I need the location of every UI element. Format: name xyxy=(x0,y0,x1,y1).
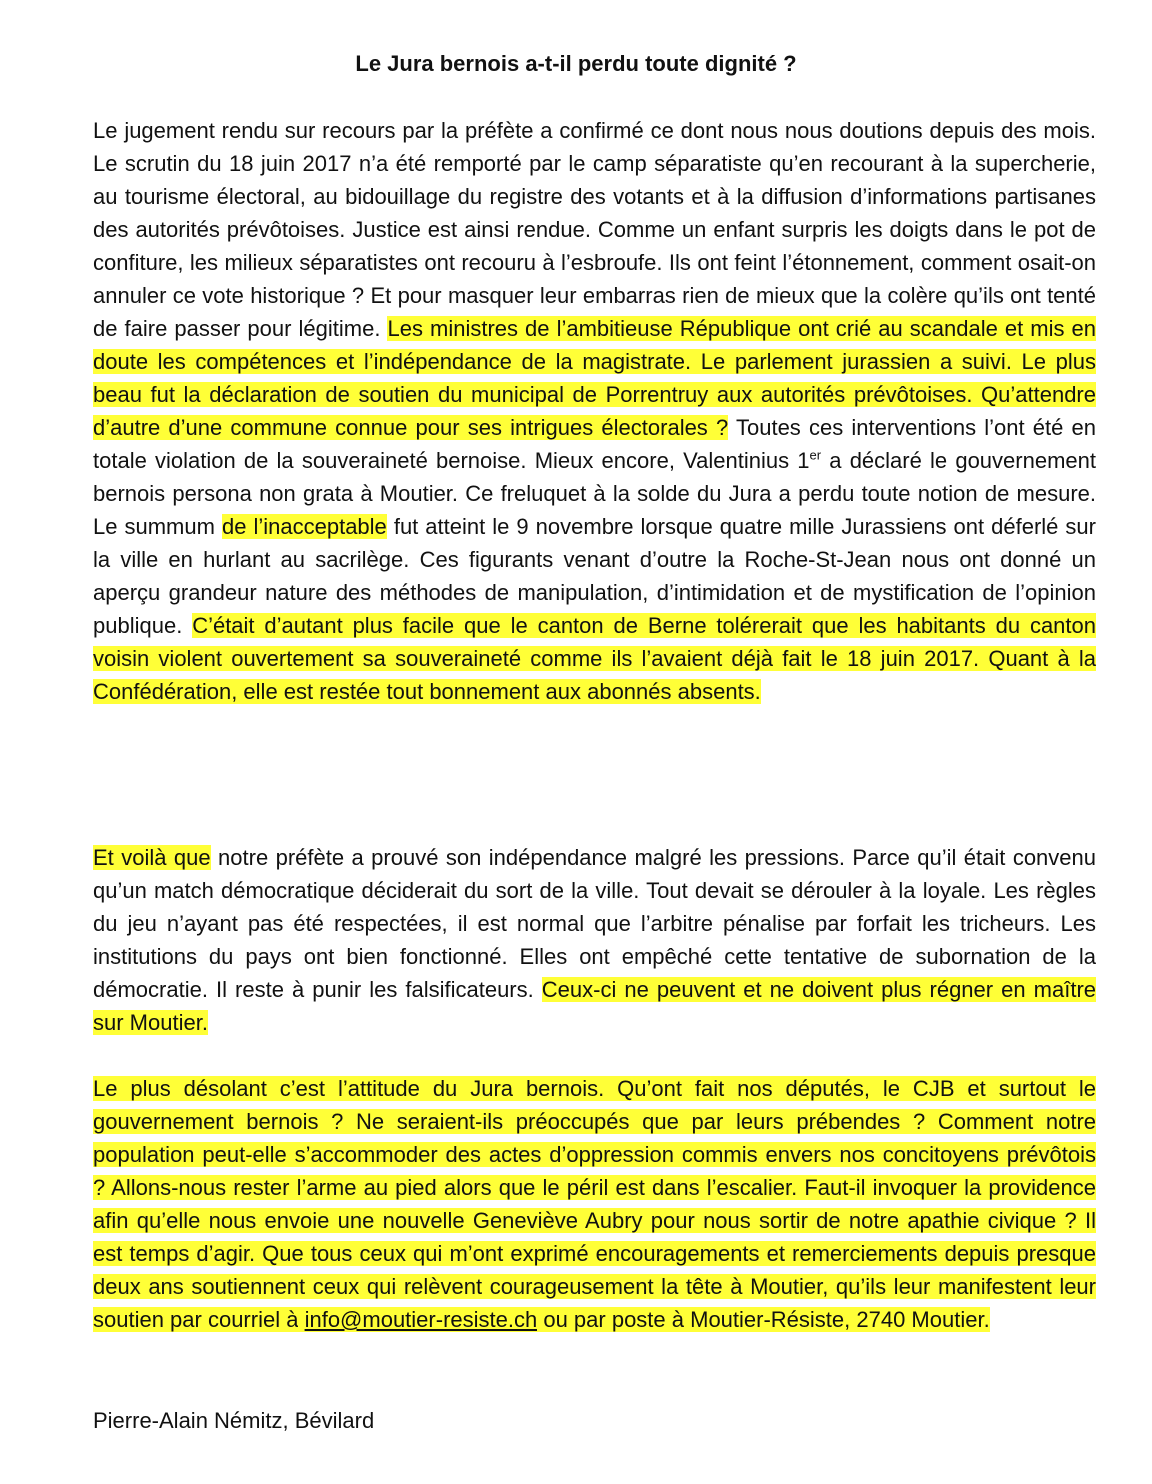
document-title: Le Jura bernois a-t-il perdu toute dignité ? xyxy=(355,51,797,76)
p1-text-2: Toutes ces interventions l’ont été en totale violation de la souveraineté bernoise. Mieux encore, Valentinius 1 xyxy=(93,415,1096,473)
p1-highlight-3: C’était d’autant plus facile que le canton de Berne tolérerait que les habitants du canton voisin violent ouvertement sa souveraineté comme ils l’avaient déjà fait le 18 juin 2017. Quant à la Confédération, elle est restée tout bonnement aux abonnés absents. xyxy=(93,613,1096,704)
p1-text-1: Le jugement rendu sur recours par la préfète a confirmé ce dont nous nous doutions depuis des mois. Le scrutin du 18 juin 2017 n’a été remporté par le camp séparatiste qu’en recourant à la supercherie, au tourisme électoral, au bidouillage du registre des votants et à la diffusion d’informations partisanes des autorités prévôtoises. Justice est ainsi rendue. Comme un enfant surpris les doigts dans le pot de confiture, les milieux séparatistes ont recouru à l’esbroufe. Ils ont feint l’étonnement, comment osait-on annuler ce vote historique ? Et pour masquer leur embarras rien de mieux que la colère qu’ils ont tenté de faire passer pour légitime. xyxy=(93,118,1096,341)
email-link[interactable]: info@moutier-resiste.ch xyxy=(304,1307,538,1332)
paragraph-2 xyxy=(93,841,1096,1039)
p1-highlight-2: de l’inacceptable xyxy=(221,514,387,539)
p1-superscript: er xyxy=(809,447,822,463)
p2-highlight-2: Ceux-ci ne peuvent et ne doivent plus régner en maître sur Moutier. xyxy=(93,977,1097,1035)
p3-highlight-2: ou par poste à Moutier-Résiste, 2740 Moutier. xyxy=(543,1307,990,1332)
p1-text-4: fut atteint le 9 novembre lorsque quatre mille Jurassiens ont déferlé sur la ville en hurlant au sacrilège. Ces figurants venant d’outre la Roche-St-Jean nous ont donné un aperçu grandeur nature des méthodes de manipulation, d’intimidation et de mystification de l’opinion publique. xyxy=(93,514,1096,638)
p1-highlight-1: Les ministres de l’ambitieuse République ont crié au scandale et mis en doute les compétences et l’indépendance de la magistrate. Le parlement jurassien a suivi. Le plus beau fut la déclaration de soutien du municipal de Porrentruy aux autorités prévôtoises. Qu’attendre d’autre d’une commune connue pour ses intrigues électorales ? xyxy=(93,316,1096,440)
paragraph-1 xyxy=(93,114,1096,708)
p1-text-3: a déclaré le gouvernement bernois persona non grata à Moutier. Ce freluquet à la solde du Jura a perdu toute notion de mesure. Le summum xyxy=(93,448,1096,539)
p3-highlight-1: Le plus désolant c’est l’attitude du Jura bernois. Qu’ont fait nos députés, le CJB et surtout le gouvernement bernois ? Ne seraient-ils préoccupés que par leurs prébendes ? Comment notre population peut-elle s’accommoder des actes d’oppression commis envers nos concitoyens prévôtois ? Allons-nous rester l’arme au pied alors que le péril est dans l’escalier. Faut-il invoquer la providence afin qu’elle nous envoie une nouvelle Geneviève Aubry pour nous sortir de notre apathie civique ? Il est temps d’agir. Que tous ceux qui m’ont exprimé encouragements et remerciements depuis presque deux ans soutiennent ceux qui relèvent courageusement la tête à Moutier, qu’ils leur manifestent leur soutien par courriel à xyxy=(93,1076,1096,1332)
signature: Pierre-Alain Némitz, Bévilard xyxy=(93,1408,375,1433)
paragraph-3 xyxy=(93,1072,1096,1336)
p2-highlight-1: Et voilà que xyxy=(93,845,211,870)
p2-text-1: notre préfète a prouvé son indépendance malgré les pressions. Parce qu’il était convenu qu’un match démocratique déciderait du sort de la ville. Tout devait se dérouler à la loyale. Les règles du jeu n’ayant pas été respectées, il est normal que l’arbitre pénalise par forfait les tricheurs. Les institutions du pays ont bien fonctionné. Elles ont empêché cette tentative de subornation de la démocratie. Il reste à punir les falsificateurs. xyxy=(93,845,1096,1002)
